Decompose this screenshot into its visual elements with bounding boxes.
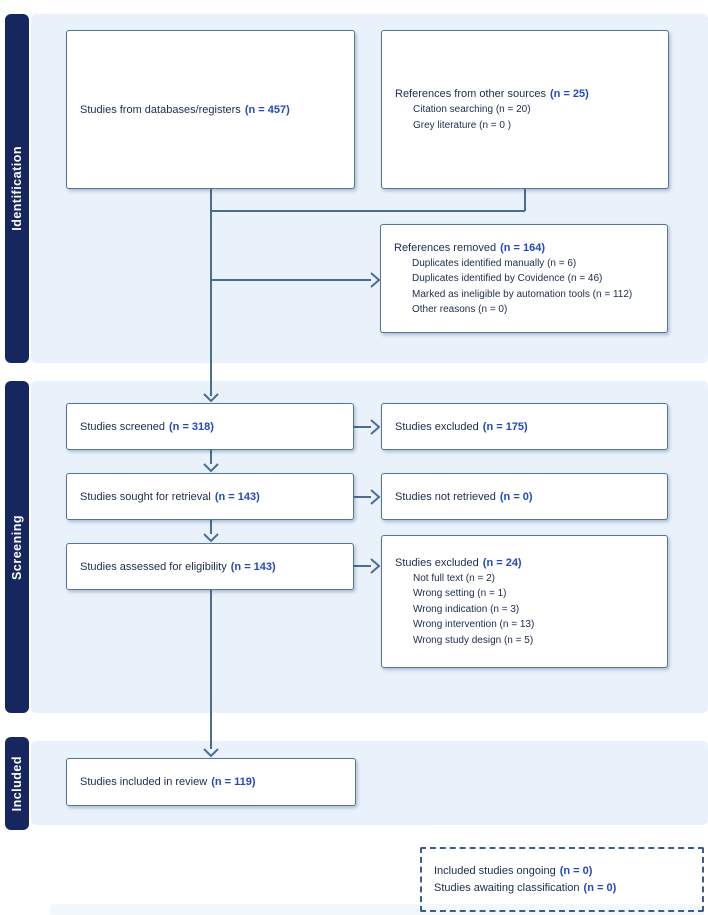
box-label: Studies included in review (n = 119): [80, 776, 256, 788]
box-sub-item: Wrong intervention (n = 13): [413, 619, 535, 631]
box-sub-item: Not full text (n = 2): [413, 572, 495, 584]
n-value: (n = 0): [559, 864, 593, 877]
box-studies-included-review: [66, 758, 356, 806]
n-value: (n = 25): [550, 88, 589, 100]
box-sub-item: Citation searching (n = 20): [413, 104, 531, 115]
box-sub-item: Wrong indication (n = 3): [413, 603, 520, 615]
box-references-removed: [380, 224, 668, 333]
box-label: Studies screened (n = 318): [80, 420, 214, 433]
identification-sidebar: [5, 14, 29, 363]
box-sub-item: Duplicates identified by Covidence (n = 46): [412, 273, 603, 284]
box-label: References from other sources (n = 25): [395, 88, 589, 100]
included-sidebar-label: Included: [10, 755, 24, 812]
identification-sidebar-label: Identification: [10, 146, 24, 231]
box-label: Studies assessed for eligibility (n = 143): [80, 560, 276, 573]
screening-sidebar-label: Screening: [10, 514, 24, 580]
n-value: (n = 0): [583, 881, 617, 894]
awaiting-line: Studies awaiting classification (n = 0): [434, 881, 617, 894]
box-studies-excluded-eligibility: [381, 535, 668, 668]
box-label: References removed (n = 164): [394, 241, 546, 254]
box-studies-not-retrieved: [381, 473, 668, 520]
box-studies-sought-retrieval: [66, 473, 354, 520]
n-value: (n = 143): [214, 490, 260, 503]
box-studies-excluded-screening: [381, 403, 668, 450]
box-studies-databases: [66, 30, 355, 189]
box-ongoing-awaiting-classification: [420, 847, 704, 912]
included-sidebar: [5, 737, 29, 830]
box-label: Studies from databases/registers (n = 457): [80, 103, 290, 116]
n-value: (n = 318): [169, 420, 214, 433]
box-studies-assessed-eligibility: [66, 543, 354, 590]
box-sub-item: Wrong setting (n = 1): [413, 588, 507, 600]
box-label: Studies not retrieved (n = 0): [395, 490, 533, 503]
box-sub-item: Marked as ineligible by automation tools (n = 112): [412, 288, 633, 300]
box-sub-item: Wrong study design (n = 5): [413, 634, 534, 646]
screening-sidebar: [5, 381, 29, 713]
box-label: Studies excluded (n = 175): [395, 420, 528, 433]
n-value: (n = 175): [482, 420, 528, 433]
box-sub-item: Duplicates identified manually (n = 6): [412, 257, 577, 269]
box-sub-item: Other reasons (n = 0): [412, 304, 508, 315]
box-label: Studies sought for retrieval (n = 143): [80, 490, 260, 503]
box-studies-screened: [66, 403, 354, 450]
n-value: (n = 457): [244, 103, 290, 116]
box-references-other-sources: [381, 30, 669, 189]
ongoing-line: Included studies ongoing (n = 0): [434, 864, 593, 877]
n-value: (n = 24): [482, 556, 522, 569]
box-label: Studies excluded (n = 24): [395, 556, 522, 569]
n-value: (n = 164): [500, 241, 546, 254]
n-value: (n = 143): [230, 560, 276, 573]
n-value: (n = 0): [499, 490, 533, 503]
box-sub-item: Grey literature (n = 0 ): [413, 119, 512, 131]
n-value: (n = 119): [211, 776, 256, 788]
